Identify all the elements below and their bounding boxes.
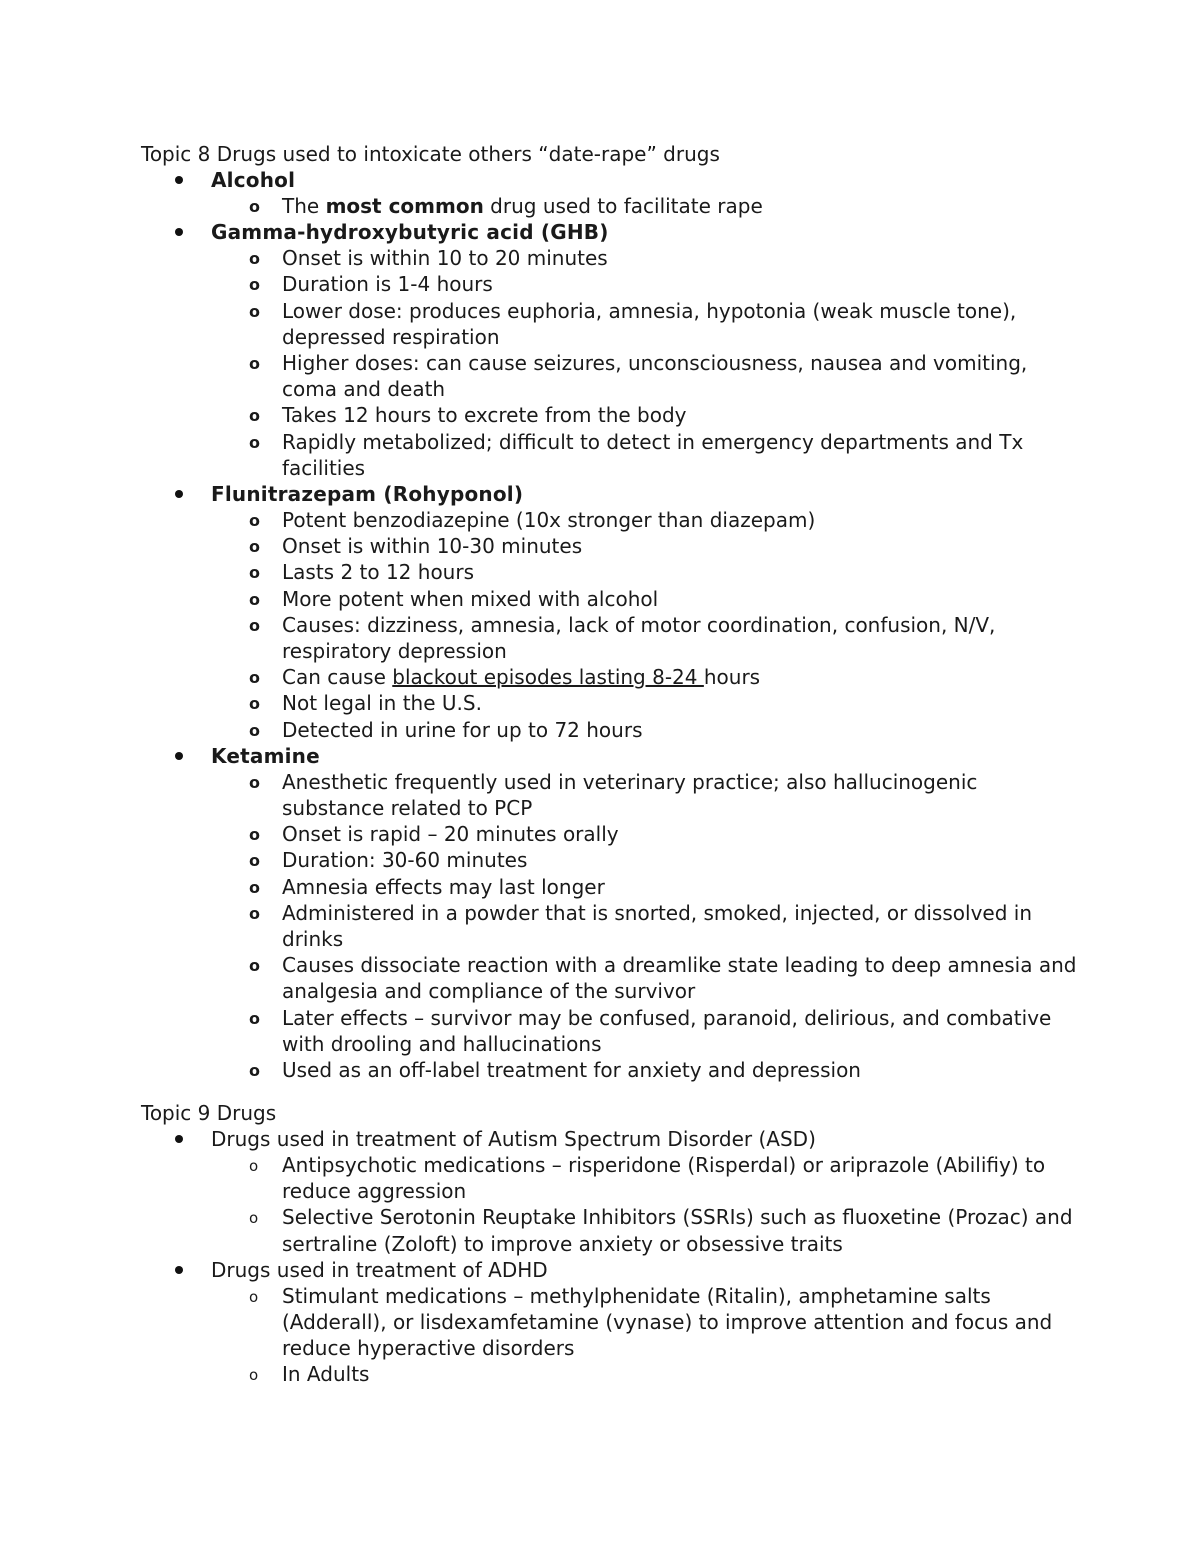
list-item: o More potent when mixed with alcohol (249, 586, 659, 611)
circle-bullet-icon: o (249, 1008, 260, 1028)
list-item: o Can cause blackout episodes lasting 8-24 hours (249, 665, 761, 690)
list-item: o Administered in a powder that is snorted, smoked, injected, or dissolved in drinks (249, 900, 1032, 952)
list-item: o In Adults (249, 1362, 370, 1387)
list-item: o Selective Serotonin Reuptake Inhibitors (SSRIs) such as fluoxetine (Prozac) and sertraline (Zoloft) to improve anxiety or obsessive traits (249, 1205, 1073, 1256)
circle-bullet-icon: o (249, 851, 260, 871)
list-item: o Duration is 1-4 hours (249, 272, 493, 297)
topic-8-title: Topic 8 Drugs used to intoxicate others “date-rape” drugs (141, 142, 720, 166)
list-item: o Used as an off-label treatment for anxiety and depression (249, 1058, 861, 1083)
bullet-icon (175, 176, 183, 184)
circle-bullet-icon: o (249, 511, 260, 531)
circle-bullet-icon: o (249, 537, 260, 557)
list-item: o Lasts 2 to 12 hours (249, 560, 474, 585)
list-item: o Onset is rapid – 20 minutes orally (249, 822, 619, 847)
list-item: o Causes: dizziness, amnesia, lack of motor coordination, confusion, N/V, respiratory depression (249, 612, 996, 664)
section-flunitrazepam (141, 481, 1081, 743)
circle-bullet-icon: o (249, 563, 260, 583)
topic-9-title: Topic 9 Drugs (141, 1101, 277, 1125)
circle-bullet-icon: o (249, 301, 260, 321)
circle-bullet-icon: o (249, 668, 260, 688)
circle-bullet-icon: o (249, 406, 260, 426)
topic-9-list (141, 1126, 1081, 1388)
list-item: o Later effects – survivor may be confused, paranoid, delirious, and combative with drooling and hallucinations (249, 1005, 1052, 1056)
list-item: o Lower dose: produces euphoria, amnesia, hypotonia (weak muscle tone), depressed respiration (249, 298, 1017, 349)
section-alcohol (141, 167, 1081, 219)
section-heading: Flunitrazepam (Rohyponol) (211, 482, 524, 507)
circle-bullet-icon: o (249, 694, 260, 714)
circle-bullet-icon: o (249, 1209, 259, 1228)
list-item: o Anesthetic frequently used in veterinary practice; also hallucinogenic substance related to PCP (249, 769, 978, 821)
list-item: o Amnesia effects may last longer (249, 874, 605, 899)
list-item: o Takes 12 hours to excrete from the body (249, 403, 687, 428)
list-item: o Onset is within 10 to 20 minutes (249, 246, 608, 271)
circle-bullet-icon: o (249, 197, 260, 216)
circle-bullet-icon: o (249, 903, 260, 923)
section-heading: Drugs used in treatment of ADHD (211, 1257, 548, 1282)
bullet-icon (175, 1135, 183, 1143)
circle-bullet-icon: o (249, 1061, 260, 1081)
topic-8-list (141, 167, 1081, 1083)
circle-bullet-icon: o (249, 825, 260, 845)
list-item: o Stimulant medications – methylphenidate (Ritalin), amphetamine salts (Adderall), or lisdexamfetamine (vynase) to improve attention and focus and reduce hyperactive disorders (249, 1283, 1053, 1361)
section-ghb (141, 219, 1081, 481)
section-adhd (141, 1257, 1081, 1388)
circle-bullet-icon: o (249, 877, 260, 897)
section-heading: Gamma-hydroxybutyric acid (GHB) (211, 220, 609, 245)
circle-bullet-icon: o (249, 1366, 259, 1385)
bullet-icon (175, 752, 183, 760)
circle-bullet-icon: o (249, 615, 260, 635)
bullet-icon (175, 1266, 183, 1274)
list-item: o Higher doses: can cause seizures, unconsciousness, nausea and vomiting, coma and death (249, 351, 1028, 402)
circle-bullet-icon: o (249, 956, 260, 976)
section-heading: Drugs used in treatment of Autism Spectrum Disorder (ASD) (211, 1127, 816, 1151)
section-asd (141, 1126, 1081, 1257)
list-item: o Detected in urine for up to 72 hours (249, 717, 643, 742)
circle-bullet-icon: o (249, 1287, 259, 1306)
list-item: o Antipsychotic medications – risperidone (Risperdal) or ariprazole (Abilifiy) to reduce aggression (249, 1153, 1046, 1204)
circle-bullet-icon: o (249, 275, 260, 295)
list-item: o Rapidly metabolized; difficult to detect in emergency departments and Tx facilities (249, 429, 1024, 480)
section-heading: Ketamine (211, 743, 320, 768)
circle-bullet-icon: o (249, 354, 260, 374)
circle-bullet-icon: o (249, 1157, 259, 1175)
list-item: o Not legal in the U.S. (249, 691, 482, 716)
list-item: o Onset is within 10-30 minutes (249, 534, 583, 559)
bullet-icon (175, 228, 183, 236)
bullet-icon (175, 490, 183, 498)
circle-bullet-icon: o (249, 589, 260, 609)
list-item: o The most common drug used to facilitate rape (249, 194, 763, 218)
circle-bullet-icon: o (249, 720, 260, 740)
circle-bullet-icon: o (249, 249, 260, 269)
section-ketamine (141, 743, 1081, 1083)
list-item: o Causes dissociate reaction with a dreamlike state leading to deep amnesia and analgesia and compliance of the survivor (249, 953, 1077, 1004)
circle-bullet-icon: o (249, 432, 260, 452)
section-heading: Alcohol (211, 168, 296, 192)
list-item: o Duration: 30-60 minutes (249, 848, 528, 873)
list-item: o Potent benzodiazepine (10x stronger than diazepam) (249, 508, 816, 533)
circle-bullet-icon: o (249, 772, 260, 792)
